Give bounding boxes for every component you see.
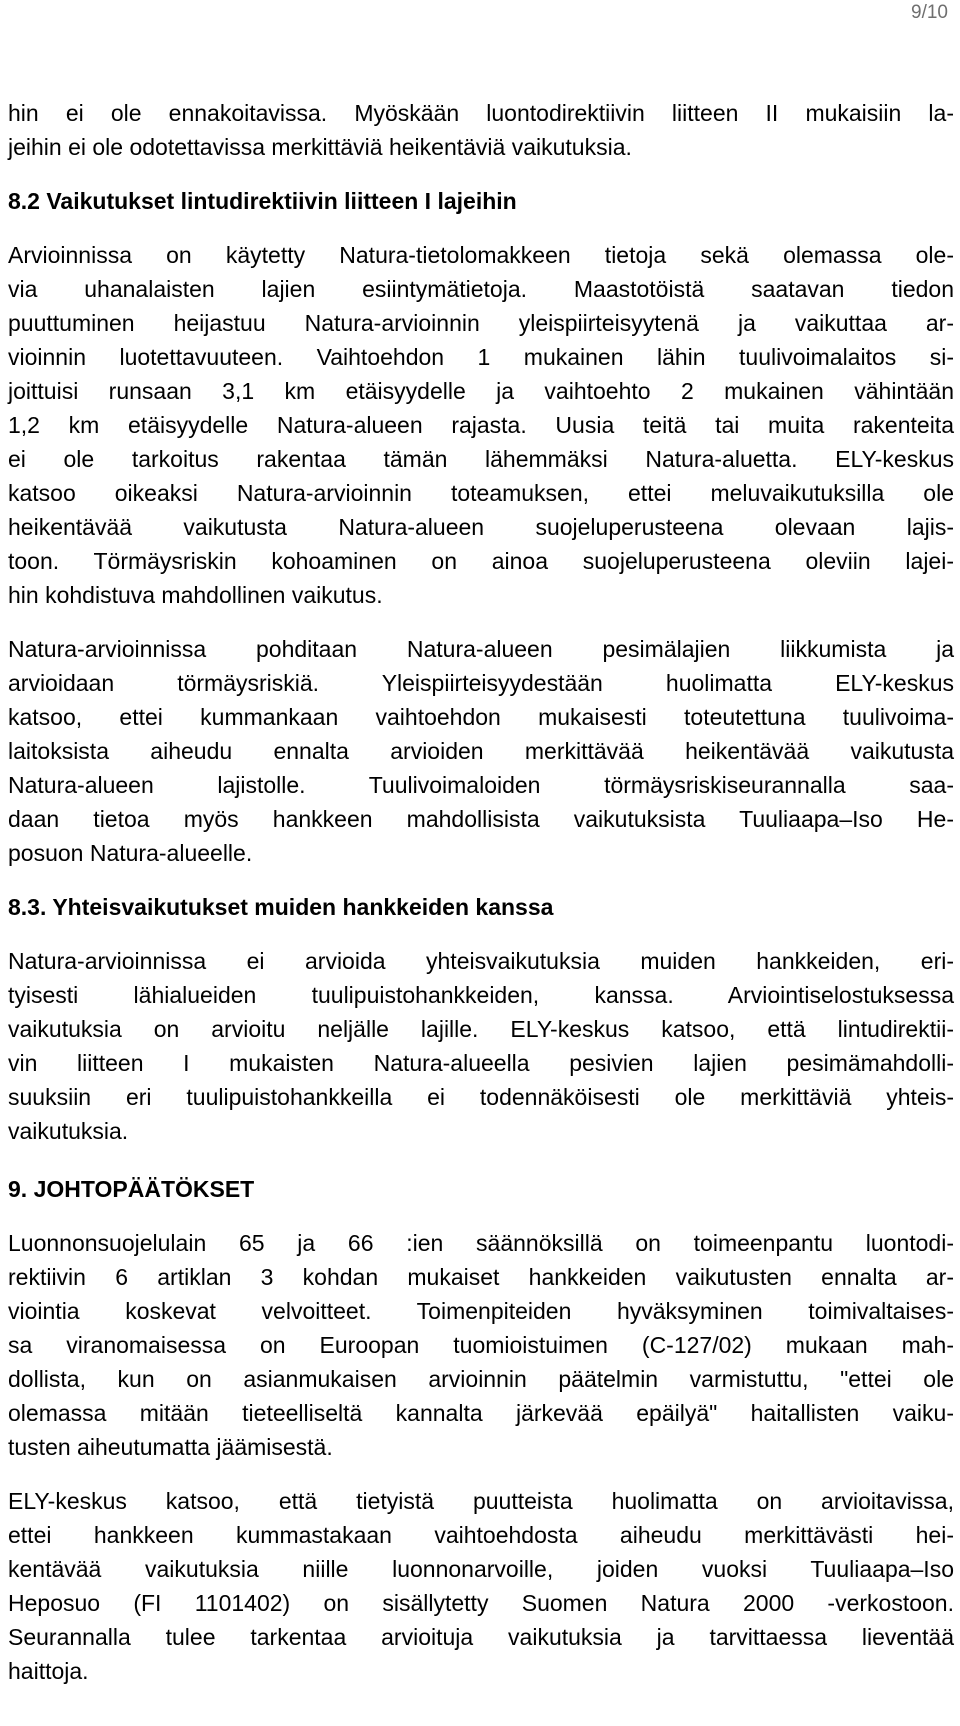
paragraph-conclusion <box>8 1484 954 1688</box>
text-line: katsoo, ettei kummankaan vaihtoehdon mukaisesti toteutettuna tuulivoima- <box>8 704 954 730</box>
text-line: Natura-arvioinnissa pohditaan Natura-alueen pesimälajien liikkumista ja <box>8 636 954 662</box>
text-line: puuttuminen heijastuu Natura-arvioinnin yleispiirteisyytenä ja vaikuttaa ar- <box>8 310 954 336</box>
text-line: Natura-alueen lajistolle. Tuulivoimaloiden törmäysriskiseurannalla saa- <box>8 772 954 798</box>
text-line: jeihin ei ole odotettavissa merkittäviä heikentäviä vaikutuksia. <box>8 134 632 160</box>
paragraph-legal-basis <box>8 1226 954 1464</box>
text-line: Natura-arvioinnissa ei arvioida yhteisvaikutuksia muiden hankkeiden, eri- <box>8 948 954 974</box>
text-line: vin liitteen I mukaisten Natura-alueella pesivien lajien pesimämahdolli- <box>8 1050 954 1076</box>
text-line: hin kohdistuva mahdollinen vaikutus. <box>8 582 383 608</box>
paragraph-cumulative-effects <box>8 944 954 1148</box>
text-line: sa viranomaisessa on Euroopan tuomioistuimen (C-127/02) mukaan mah- <box>8 1332 954 1358</box>
section-heading-9: 9. JOHTOPÄÄTÖKSET <box>8 1176 255 1202</box>
text-line: tyisesti lähialueiden tuulipuistohankkeiden, kanssa. Arviointiselostuksessa <box>8 982 954 1008</box>
paragraph-habitats-continuation <box>8 96 954 164</box>
text-line: ELY-keskus katsoo, että tietyistä puutteista huolimatta on arvioitavissa, <box>8 1488 954 1514</box>
text-line: ei ole tarkoitus rakentaa tämän lähemmäksi Natura-aluetta. ELY-keskus <box>8 446 954 472</box>
text-line: posuon Natura-alueelle. <box>8 840 253 866</box>
text-line: vioinnin luotettavuuteen. Vaihtoehdon 1 mukainen lähin tuulivoimalaitos si- <box>8 344 954 370</box>
page-number: 9/10 <box>911 2 948 23</box>
text-line: rektiivin 6 artiklan 3 kohdan mukaiset hankkeiden vaikutusten ennalta ar- <box>8 1264 954 1290</box>
text-line: haittoja. <box>8 1658 89 1684</box>
text-line: kentävää vaikutuksia niille luonnonarvoille, joiden vuoksi Tuuliaapa–Iso <box>8 1556 954 1582</box>
text-line: olemassa mitään tieteelliseltä kannalta järkevää epäilyä" haitallisten vaiku- <box>8 1400 954 1426</box>
text-line: Seurannalla tulee tarkentaa arvioituja vaikutuksia ja tarvittaessa lieventää <box>8 1624 954 1650</box>
document-body <box>8 96 954 1688</box>
text-line: vaikutuksia on arvioitu neljälle lajille. ELY-keskus katsoo, että lintudirektii- <box>8 1016 954 1042</box>
section-heading-8-3: 8.3. Yhteisvaikutukset muiden hankkeiden kanssa <box>8 894 554 920</box>
text-line: ettei hankkeen kummastakaan vaihtoehdosta aiheudu merkittävästi hei- <box>8 1522 954 1548</box>
text-line: katsoo oikeaksi Natura-arvioinnin toteamuksen, ettei meluvaikutuksilla ole <box>8 480 954 506</box>
text-line: tusten aiheutumatta jäämisestä. <box>8 1434 333 1460</box>
text-line: dollista, kun on asianmukaisen arvioinnin päätelmin varmistuttu, "ettei ole <box>8 1366 954 1392</box>
paragraph-collision-risk <box>8 632 954 870</box>
text-line: arvioidaan törmäysriskiä. Yleispiirteisyydestään huolimatta ELY-keskus <box>8 670 954 696</box>
text-line: 1,2 km etäisyydelle Natura-alueen rajasta. Uusia teitä tai muita rakenteita <box>8 412 954 438</box>
section-heading-8-2: 8.2 Vaikutukset lintudirektiivin liitteen I lajeihin <box>8 188 517 214</box>
paragraph-bird-directive-assessment <box>8 238 954 612</box>
text-line: laitoksista aiheudu ennalta arvioiden merkittävää heikentävää vaikutusta <box>8 738 954 764</box>
text-line: hin ei ole ennakoitavissa. Myöskään luontodirektiivin liitteen II mukaisiin la- <box>8 100 954 126</box>
text-line: Luonnonsuojelulain 65 ja 66 :ien säännöksillä on toimeenpantu luontodi- <box>8 1230 954 1256</box>
text-line: heikentävää vaikutusta Natura-alueen suojeluperusteena olevaan lajis- <box>8 514 954 540</box>
text-line: Heposuo (FI 1101402) on sisällytetty Suomen Natura 2000 -verkostoon. <box>8 1590 954 1616</box>
text-line: daan tietoa myös hankkeen mahdollisista vaikutuksista Tuuliaapa–Iso He- <box>8 806 954 832</box>
text-line: viointia koskevat velvoitteet. Toimenpiteiden hyväksyminen toimivaltaises- <box>8 1298 954 1324</box>
text-line: toon. Törmäysriskin kohoaminen on ainoa suojeluperusteena oleviin lajei- <box>8 548 954 574</box>
text-line: vaikutuksia. <box>8 1118 129 1144</box>
text-line: via uhanalaisten lajien esiintymätietoja. Maastotöistä saatavan tiedon <box>8 276 954 302</box>
text-line: joittuisi runsaan 3,1 km etäisyydelle ja vaihtoehto 2 mukainen vähintään <box>8 378 954 404</box>
text-line: Arvioinnissa on käytetty Natura-tietolomakkeen tietoja sekä olemassa ole- <box>8 242 954 268</box>
text-line: suuksiin eri tuulipuistohankkeilla ei todennäköisesti ole merkittäviä yhteis- <box>8 1084 954 1110</box>
